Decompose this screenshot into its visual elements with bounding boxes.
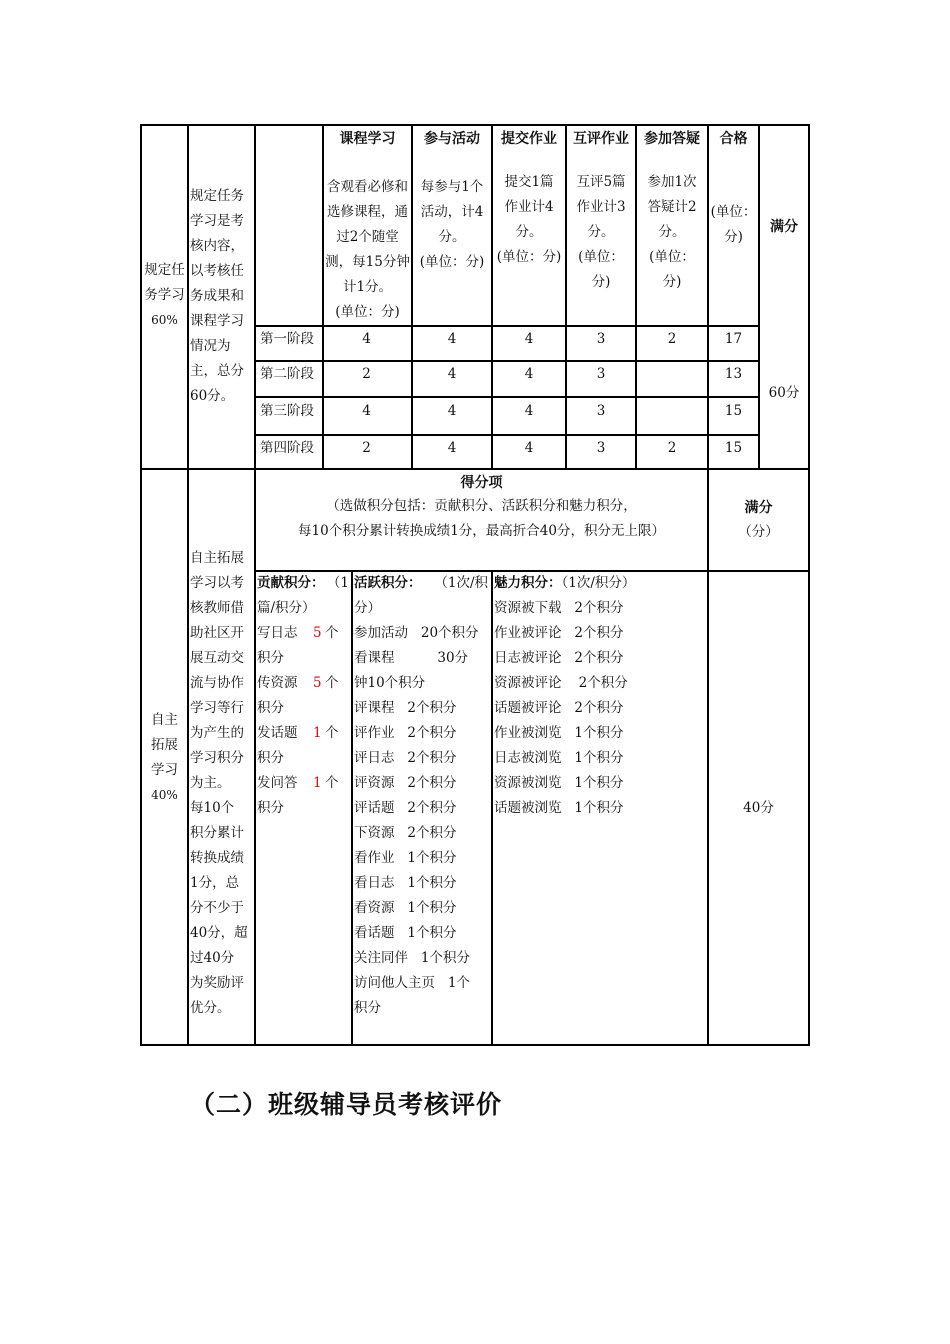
section2-full-score-header: 满分 （分）	[738, 500, 779, 540]
stage-name: 第二阶段	[260, 366, 314, 382]
score-items-line: （选做积分包括：贡献积分、活跃积分和魅力积分，	[326, 498, 637, 514]
col-header-homework: 提交作业	[501, 131, 557, 147]
charm-line: 资源被下载 2个积分	[494, 600, 624, 616]
col-desc-homework: 提交1篇 作业计4 分。 (单位：分)	[496, 174, 562, 265]
stage-cell: 4	[524, 331, 534, 347]
stage-cell: 2	[667, 331, 677, 347]
section1-description: 规定任务 学习是考 核内容， 以考核任 务成果和 课程学习 情况为 主，总分 60分。	[190, 188, 244, 404]
stage-name: 第四阶段	[260, 440, 314, 456]
contribution-item: 传资源 5 个	[257, 675, 339, 691]
col-desc-peer-review: 互评5篇 作业计3 分。 (单位： 分)	[576, 174, 626, 290]
charm-line: 作业被评论 2个积分	[494, 625, 624, 641]
contribution-item: 发话题 1 个	[257, 725, 339, 741]
stage-cell: 3	[596, 403, 606, 419]
col-header-peer-review: 互评作业	[573, 131, 629, 147]
col-header-qa: 参加答疑	[644, 131, 700, 147]
activity-line: 钟10个积分	[354, 675, 426, 691]
col-desc-pass: (单位： 分)	[710, 204, 757, 245]
stage-cell: 4	[524, 403, 534, 419]
section1-label: 规定任 务学习 60%	[144, 262, 185, 327]
activity-line: 评日志 2个积分	[354, 750, 457, 766]
activity-line: 关注同伴 1个积分	[354, 950, 470, 966]
activity-title: 活跃积分：	[354, 575, 422, 591]
activity-points: 活跃积分： （1次/积 分） 参加活动 20个积分 看课程 30分 钟10个积分 评课程 2个积分 评作业 2个积分 评日志 2个积分 评资源 2个积分 评话题 2个积分 下资源 2个积分 看作业 1个积分 看日志 1个积分 看资源 1个积分 看话题 1个积分 关注同伴 1个积分 访问他人主页 1个 积分	[354, 571, 491, 1021]
charm-line: 作业被浏览 1个积分	[494, 725, 624, 741]
col-header-full-score: 满分	[770, 219, 798, 235]
col-desc-qa: 参加1次 答疑计2 分。 (单位： 分)	[647, 174, 697, 290]
col-header-activity: 参与活动	[424, 131, 480, 147]
activity-line: 看作业 1个积分	[354, 850, 457, 866]
stage-row-4	[256, 436, 758, 469]
contribution-item: 写日志 5 个	[257, 625, 339, 641]
section2-full-score: 40分	[743, 800, 774, 816]
stage-cell: 4	[524, 366, 534, 382]
charm-line: 日志被评论 2个积分	[494, 650, 624, 666]
stage-name: 第三阶段	[260, 403, 314, 419]
charm-line: 资源被浏览 1个积分	[494, 775, 624, 791]
stage-cell: 15	[724, 403, 743, 419]
stage-cell: 4	[524, 440, 534, 456]
stage-cell: 2	[362, 440, 371, 456]
col-desc-course: 含观看必修和 选修课程，通 过2个随堂 测，每15分钟 计1分。 (单位：分)	[325, 179, 410, 320]
activity-line: 看课程 30分	[354, 650, 469, 666]
activity-line: 下资源 2个积分	[354, 825, 457, 841]
section1-full-score: 60分	[768, 385, 800, 401]
activity-line: 看日志 1个积分	[354, 875, 457, 891]
score-items-title: 得分项	[460, 475, 503, 491]
stage-cell: 3	[596, 366, 606, 382]
stage-row-1	[256, 327, 758, 360]
stage-cell: 4	[447, 366, 457, 382]
score-items-line: 每10个积分累计转换成绩1分，最高折合40分，积分无上限）	[298, 523, 665, 539]
stage-cell: 15	[724, 440, 743, 456]
stage-cell: 4	[362, 331, 371, 347]
stage-name: 第一阶段	[260, 331, 314, 347]
contribution-item: 发问答 1 个	[257, 775, 339, 791]
charm-line: 话题被浏览 1个积分	[494, 800, 624, 816]
stage-row-3	[256, 399, 758, 432]
activity-line: 看话题 1个积分	[354, 925, 457, 941]
stage-cell: 4	[447, 331, 457, 347]
contribution-title: 贡献积分：	[257, 575, 325, 591]
activity-line: 评课程 2个积分	[354, 700, 457, 716]
contribution-points: 贡献积分： （1 篇/积分） 写日志 5 个 积分 传资源 5 个 积分 发话题 1 个 积分 发问答 1 个 积分	[257, 575, 349, 816]
stage-cell: 4	[447, 440, 457, 456]
section2-description: 自主拓展 学习以考 核教师借 助社区开 展互动交 流与协作 学习等行 为产生的 学习积分 为主。 每10个 积分累计 转换成绩 1分，总 分不少于 40分，超 过40分 为奖励评 优分。	[190, 550, 248, 1016]
col-desc-activity: 每参与1个 活动，计4 分。 (单位：分)	[419, 179, 485, 270]
stage-cell: 3	[596, 331, 606, 347]
section2-label: 自主 拓展 学习 40%	[151, 712, 178, 802]
charm-line: 资源被评论 2个积分	[494, 675, 628, 691]
stage-cell: 4	[362, 403, 371, 419]
charm-points: 魅力积分：（1次/积分） 资源被下载 2个积分 作业被评论 2个积分 日志被评论 2个积分 资源被评论 2个积分 话题被评论 2个积分 作业被浏览 1个积分 日志被浏览 1个积分 资源被浏览 1个积分 话题被浏览 1个积分	[494, 571, 706, 821]
col-header-course: 课程学习	[339, 131, 396, 147]
activity-line: 参加活动 20个积分	[354, 625, 479, 641]
stage-cell: 17	[724, 331, 743, 347]
stage-cell: 13	[724, 366, 743, 382]
charm-title: 魅力积分：	[494, 575, 562, 591]
activity-line: 访问他人主页 1个	[354, 975, 470, 991]
activity-line: 评作业 2个积分	[354, 725, 457, 741]
charm-line: 话题被评论 2个积分	[494, 700, 624, 716]
score-items-header	[256, 472, 707, 544]
charm-line: 日志被浏览 1个积分	[494, 750, 624, 766]
stage-cell: 4	[447, 403, 457, 419]
section-heading: （二）班级辅导员考核评价	[190, 1090, 503, 1119]
stage-cell: 3	[596, 440, 606, 456]
activity-line: 评资源 2个积分	[354, 775, 457, 791]
activity-line: 看资源 1个积分	[354, 900, 457, 916]
stage-cell: 2	[667, 440, 677, 456]
activity-line: 评话题 2个积分	[354, 800, 457, 816]
activity-line: 积分	[354, 1000, 381, 1016]
stage-cell: 2	[362, 366, 371, 382]
stage-row-2	[256, 362, 758, 395]
col-header-pass: 合格	[719, 131, 748, 147]
